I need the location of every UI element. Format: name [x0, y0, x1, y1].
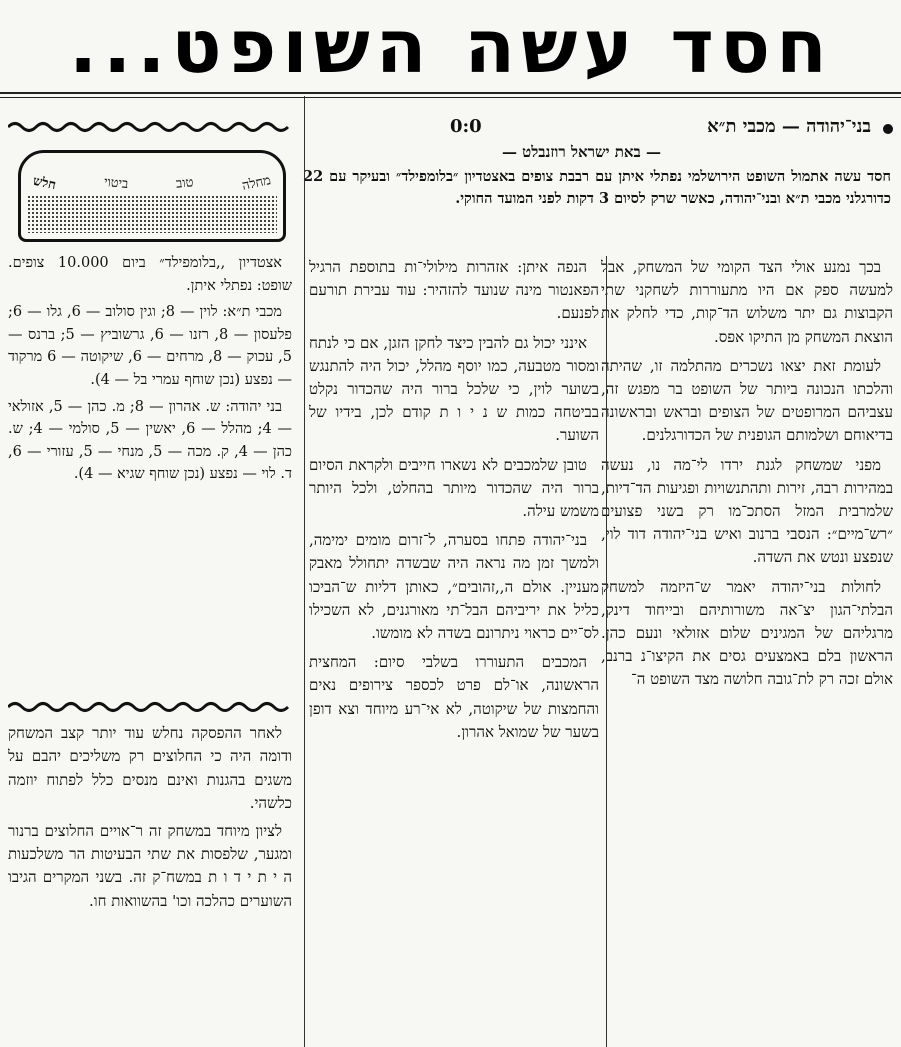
- story-title: בני־יהודה — מכבי ת״א: [707, 116, 871, 137]
- column-divider: [606, 256, 607, 1047]
- column-divider: [304, 96, 305, 1047]
- ornament-wave: [8, 700, 290, 714]
- story-right-column: [601, 256, 893, 1046]
- story-middle-column: [309, 256, 599, 1046]
- headline: חסד עשה השופט...: [68, 4, 834, 90]
- story-lede: [303, 166, 891, 210]
- paragraph: הנפה איתן: אזהרות מילולי־ות בתוספת הרגיל הפאנטור מינה שנועד להזהיר: עוד עבירת תורעם לפנעם.: [309, 258, 599, 323]
- paragraph: מפני שמשחק לגנת ירדו לי־מה נו, נעשה במהירות רבה, זירות ותהתנשויות ופגיעות הד־דיות, שלמרבית המזל הסתכ־מו רק בשני פצועים ״רש־מיים״: הנסבי ברנוב ואיש בני־יהודה דוד לוי, שנפצע ונטש את השדה.: [601, 455, 893, 567]
- rating-legend-header: [31, 155, 273, 194]
- paragraph: אינני יכול גם להבין כיצד לחקן הזגן, אם כי לנתח ומסור מטבעה, כמו יוסף מהלל, יכול היה להתנגש בשוער לוין, כי שלכל ברור היה שהכדור נקלט בביטחה כמות ש נ י ו ת קודם לכן, בידיו של השוער.: [309, 333, 599, 445]
- legend-label: ביטוי: [103, 174, 129, 193]
- paragraph: לעומת זאת יצאו נשכרים מהתלמה זו, שהיתה והלכתו הנכונה ביותר של השופט בר מפגש זה, עצביהם המרופטים של הצופים ובראש ובראשונה בדיאוחם ושלמותם הגופנית של הכדורגלנים.: [601, 356, 893, 445]
- paragraph: בכך נמנע אולי הצד הקומי של המשחק, אבל למעשה ספק אם היו מתעוררות לשחקני שתי הקבוצות גם יתר משלוש הד־קות, כדי לחלק את הוצאת המשחק מן התיקו אפס.: [601, 258, 893, 346]
- sidebar-commentary: [8, 722, 292, 1044]
- halftone-pattern: [27, 195, 277, 233]
- paragraph: טובן שלמכבים לא נשארו חייבים ולקראת הסיום ברור היה שהכדור מיותר בהחלט, ולכל היותר משמש עילה.: [309, 455, 599, 521]
- venue-info: אצטדיון ,,בלומפילד״ ביום 10.000 צופים. שופט: נפתלי איתן.: [8, 255, 292, 294]
- legend-label: חלש: [31, 173, 58, 194]
- lineup-bnei-yehuda: בני יהודה: ש. אהרון — 8; מ. כהן — 5, אזולאי — 4; מהלל — 6, יאשין — 5, סולמי — 4; ש. כהן — 4, ק. מכה — 5, מנחי — 5, עזורי — 6, ד. לוי — נפצע (נכן שוחף שגיא — 4).: [8, 398, 292, 483]
- paragraph: בני־יהודה פתחו בסערה, ל־זרום מומים ימימה, ולמשך זמן מה נראה היה שבשדה יתחולל מאבק מעניין. אולם ה,,זהובים״, כאותן דליות ש־הביכו כליל את יריביהם הבל־תי מאורגנים, לא השכילו לס־יים כראוי ניתרונם בשדה לא מומשו.: [309, 531, 599, 643]
- story-byline: — באת ישראל רוזנבלט —: [501, 143, 661, 161]
- headline-rule: [0, 92, 901, 94]
- lineup-maccabi: מכבי ת״א: לוין — 8; וגין סולוב — 6, גלו — 6; פלעסון — 8, רזנו — 6, גרשוביץ — 5; ברנס — 5, עכוק — 8, מרחים — 6, שיקוטה — 6 מרקוד — נפצע (נכן שוחף עמרי בל — 4).: [8, 304, 292, 388]
- paragraph: לציון מיוחד במשחק זה ר־אויים החלוצים ברנור ומגער, שלפסות את שתי הבעיטות הר משלכעות ה י ת י ד ו ת במשח־ק זה. בשני המקרים הגיבו השוערים כהלכה וכו' בהשוואות חו.: [8, 821, 292, 910]
- paragraph: לאחר ההפסקה נחלש עוד יותר קצב המשחק ודומה היה כי החלוצים רק משליכים יהבם על משגים בהגנות ואינם מנסים כלל לפתוח יוזמה כלשהי.: [8, 724, 292, 813]
- sidebar-lineups: [8, 252, 292, 692]
- headline-rule-thin: [0, 97, 901, 98]
- legend-label: טוב: [175, 175, 195, 192]
- legend-label: מחלה: [240, 173, 273, 194]
- bullet-icon: [883, 124, 893, 134]
- story-score: 0:0: [450, 116, 482, 137]
- paragraph: המכבים התעוררו בשלבי סיום: המחצית הראשונה, או־לם פרט לכספר צירופים נאים והחמצות של שיקוטה, לא אי־רע מיוחד וצא דופן בשער של שמואל אהרון.: [309, 653, 599, 741]
- ornament-wave: [8, 120, 290, 134]
- lede-paragraph: חסד עשה אתמול השופט הירושלמי נפתלי איתן עם רבבת צופים באצטדיון ״בלומפילד״ ובעיקר עם 22 כדורגלני מכבי ת״א ובני־יהודה, כאשר שרק לסיום 3 דקות לפני המועד החוקי.: [303, 168, 891, 207]
- paragraph: לחולות בני־יהודה יאמר ש־היזמה למשחק הבלתי־הגון יצ־אה משורותיהם ובייחוד דינק, מרגליהם של המגינים שלום אזולאי ונעם כהן. הראשון בלם באמצעים גסים את הקיצו־נ ברנב, אולם זכה רק לת־גובה חלושה מצד השופט ה־: [601, 577, 893, 689]
- rating-legend-box: [18, 150, 286, 242]
